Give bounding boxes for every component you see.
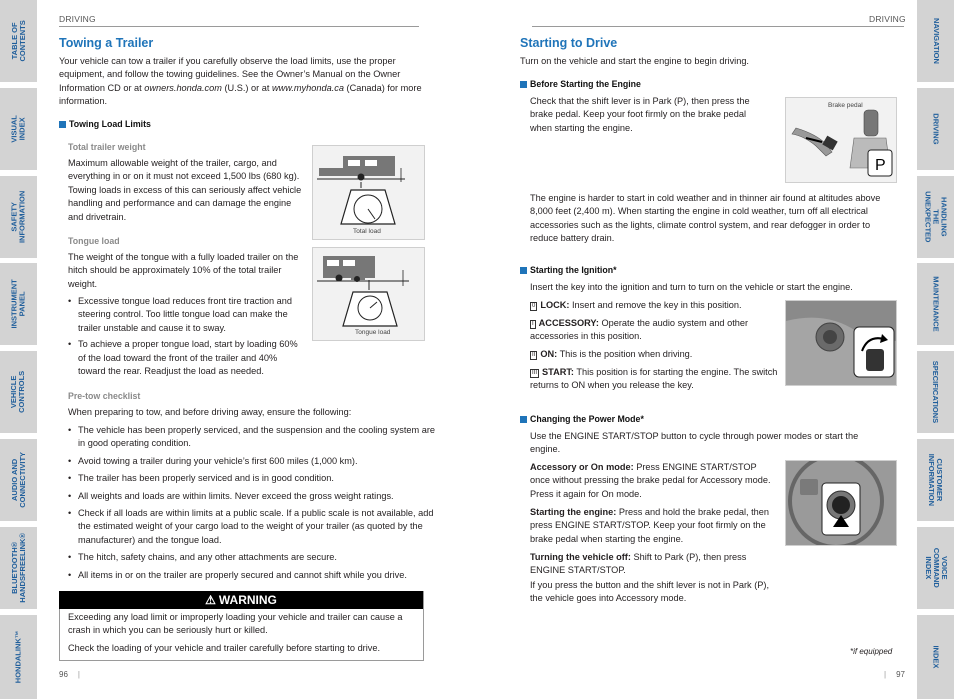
right-running-head: DRIVING: [869, 14, 906, 24]
left-tab-strip: [0, 0, 37, 699]
tab-instrument-panel[interactable]: INSTRUMENT PANEL: [0, 263, 37, 345]
pretow-heading: Pre-tow checklist: [68, 391, 141, 401]
left-page-number: 96 |: [59, 670, 80, 679]
tab-specifications[interactable]: SPECIFICATIONS: [917, 351, 954, 433]
towing-intro: [59, 55, 431, 109]
tongue-load-heading: Tongue load: [68, 236, 120, 246]
tab-driving[interactable]: DRIVING: [917, 88, 954, 170]
list-item: • All weights and loads are within limits. Never exceed the gross weight ratings.: [68, 490, 440, 503]
pretow-intro: When preparing to tow, and before driving away, ensure the following:: [68, 407, 352, 417]
tongue-load-illustration: [312, 247, 425, 341]
warning-header: ⚠ WARNING: [59, 591, 423, 609]
footnote: *if equipped: [850, 647, 893, 656]
tongue-load-diagram: [313, 248, 424, 340]
engine-start-button-illustration: [785, 460, 897, 546]
turning-vehicle-off: Turning the vehicle off: Shift to Park (P), then press ENGINE START/STOP.: [530, 552, 747, 576]
ignition-key-illustration: [785, 300, 897, 386]
list-item: • The trailer has been properly serviced and is in good condition.: [68, 472, 440, 485]
tab-visual-index[interactable]: VISUAL INDEX: [0, 88, 37, 170]
list-item: • The hitch, safety chains, and any other attachments are secure.: [68, 551, 440, 564]
total-load-illustration: [312, 145, 425, 240]
tab-bluetooth-handsfreelink[interactable]: BLUETOOTH® HANDSFREELINK®: [0, 527, 37, 609]
tab-customer-information[interactable]: CUSTOMER INFORMATION: [917, 439, 954, 521]
tongue-load-text: The weight of the tongue with a fully loaded trailer on the hitch should be approximately 10% of the total trailer weight.: [68, 252, 299, 289]
tab-handling-the-unexpected[interactable]: HANDLING THE UNEXPECTED: [917, 176, 954, 258]
tab-maintenance[interactable]: MAINTENANCE: [917, 263, 954, 345]
ignition-intro: Insert the key into the ignition and turn to turn on the vehicle or start the engine.: [530, 282, 853, 292]
brake-pedal-caption: Brake pedal: [828, 102, 863, 109]
towing-load-limits-heading: Towing Load Limits: [59, 119, 151, 129]
list-item: • Check if all loads are within limits at a public scale. If a public scale is not available, add the estimated weight of your cargo load to the weight of your trailer (as quoted by the manufacturer) and the tongue load.: [68, 507, 440, 547]
list-item: • To achieve a proper tongue load, start by loading 60% of the load toward the front of the trailer and 40% toward the rear. Readjust the load as needed.: [68, 338, 304, 378]
before-starting-heading: Before Starting the Engine: [520, 79, 641, 89]
tab-table-of-contents[interactable]: TABLE OF CONTENTS: [0, 0, 37, 82]
starting-intro: Turn on the vehicle and start the engine to begin driving.: [520, 56, 749, 66]
intro-text-1: Your vehicle can tow a trailer if you carefully observe the load limits, use the proper equipment, and follow the towing guidelines. See the Owner’s Manual on the Owner Information CD or at: [59, 56, 401, 93]
myhonda-link[interactable]: www.myhonda.ca: [271, 82, 344, 93]
ignition-lock: 0 LOCK: Insert and remove the key in this position.: [532, 300, 742, 310]
owners-honda-link[interactable]: owners.honda.com: [144, 82, 222, 93]
brake-pedal-illustration: [785, 97, 897, 183]
total-weight-heading: Total trailer weight: [68, 142, 146, 152]
ignition-on: II ON: This is the position when driving.: [532, 349, 693, 359]
position-2-icon: II: [532, 352, 536, 358]
tab-safety-information[interactable]: SAFETY INFORMATION: [0, 176, 37, 258]
tab-audio-connectivity[interactable]: AUDIO AND CONNECTIVITY: [0, 439, 37, 521]
total-load-diagram: [313, 146, 424, 239]
tongue-load-bullets: [68, 295, 304, 378]
turning-off-note: If you press the button and the shift lever is not in Park (P), the vehicle goes into Accessory mode.: [530, 580, 769, 604]
list-item: • All items in or on the trailer are properly secured and cannot shift while you drive.: [68, 569, 440, 582]
list-item: • Avoid towing a trailer during your vehicle’s first 600 miles (1,000 km).: [68, 455, 440, 468]
cold-weather-text: The engine is harder to start in cold weather and in thinner air found at altitudes above 8,000 feet (2,400 m). When starting the engine in cold weather, turn off all electrical accessories such as the lights, climate control system, and rear defogger in order to reduce battery drain.: [530, 193, 881, 244]
ignition-key-diagram: [786, 301, 896, 385]
total-weight-text: Maximum allowable weight of the trailer, cargo, and everything in or on it must not exceed 1,500 lbs (680 kg). Towing loads in excess of this can seriously affect vehicle handling and performance and can damage the engine and drivetrain.: [68, 158, 302, 222]
position-3-icon: III: [532, 370, 538, 376]
section-marker-icon: [520, 416, 527, 423]
ignition-accessory: I ACCESSORY: Operate the audio system and other accessories in this position.: [530, 318, 749, 342]
tab-index[interactable]: INDEX: [917, 615, 954, 699]
section-marker-icon: [520, 267, 527, 274]
position-1-icon: I: [532, 321, 534, 327]
tab-navigation[interactable]: NAVIGATION: [917, 0, 954, 82]
tongue-load-caption: Tongue load: [355, 329, 391, 336]
brake-pedal-diagram: [786, 98, 896, 182]
warning-text-2: Check the loading of your vehicle and trailer carefully before starting to drive.: [68, 643, 381, 653]
right-header-rule: [532, 26, 904, 27]
right-page-number: | 97: [884, 670, 905, 679]
starting-to-drive-title: Starting to Drive: [520, 36, 618, 50]
engine-start-diagram: [786, 461, 896, 545]
position-0-icon: 0: [532, 303, 536, 309]
accessory-on-mode: Accessory or On mode: Press ENGINE START/STOP once without pressing the brake pedal for Accessory mode. Press it again for On mode.: [530, 462, 771, 499]
warning-triangle-icon: ⚠: [205, 593, 216, 607]
list-item: • Excessive tongue load reduces front tire traction and steering control. Too little tongue load can make the trailer unstable and cause it to sway.: [68, 295, 304, 335]
left-header-rule: [59, 26, 419, 27]
towing-title: Towing a Trailer: [59, 36, 154, 50]
changing-power-mode-heading: Changing the Power Mode*: [520, 414, 644, 424]
before-starting-text: Check that the shift lever is in Park (P), then press the brake pedal. Keep your foot firmly on the brake pedal when starting the engine.: [530, 96, 750, 133]
starting-ignition-heading: Starting the Ignition*: [520, 265, 617, 275]
tab-vehicle-controls[interactable]: VEHICLE CONTROLS: [0, 351, 37, 433]
tab-voice-command-index[interactable]: VOICE COMMAND INDEX: [917, 527, 954, 609]
ignition-start: III START: This position is for starting the engine. The switch returns to ON when you release the key.: [530, 367, 778, 391]
pretow-checklist: [68, 424, 440, 582]
warning-text-1: Exceeding any load limit or improperly loading your vehicle and trailer can cause a crash in which you can be seriously hurt or killed.: [68, 612, 403, 636]
intro-text-3: (Canada) for more information.: [59, 82, 422, 107]
list-item: • The vehicle has been properly serviced, and the suspension and the cooling system are in good operating condition.: [68, 424, 440, 451]
intro-text-2: (U.S.) or at: [221, 82, 272, 93]
section-marker-icon: [59, 121, 66, 128]
total-load-caption: Total load: [353, 228, 381, 235]
section-marker-icon: [520, 81, 527, 88]
tab-hondalink[interactable]: HONDALINK™: [0, 615, 37, 699]
power-mode-intro: Use the ENGINE START/STOP button to cycle through power modes or start the engine.: [530, 431, 859, 455]
park-indicator: P: [875, 157, 886, 174]
right-tab-strip: [917, 0, 954, 699]
left-running-head: DRIVING: [59, 14, 96, 24]
starting-engine: Starting the engine: Press and hold the brake pedal, then press ENGINE START/STOP. Keep your foot firmly on the brake pedal when starting the engine.: [530, 507, 769, 544]
